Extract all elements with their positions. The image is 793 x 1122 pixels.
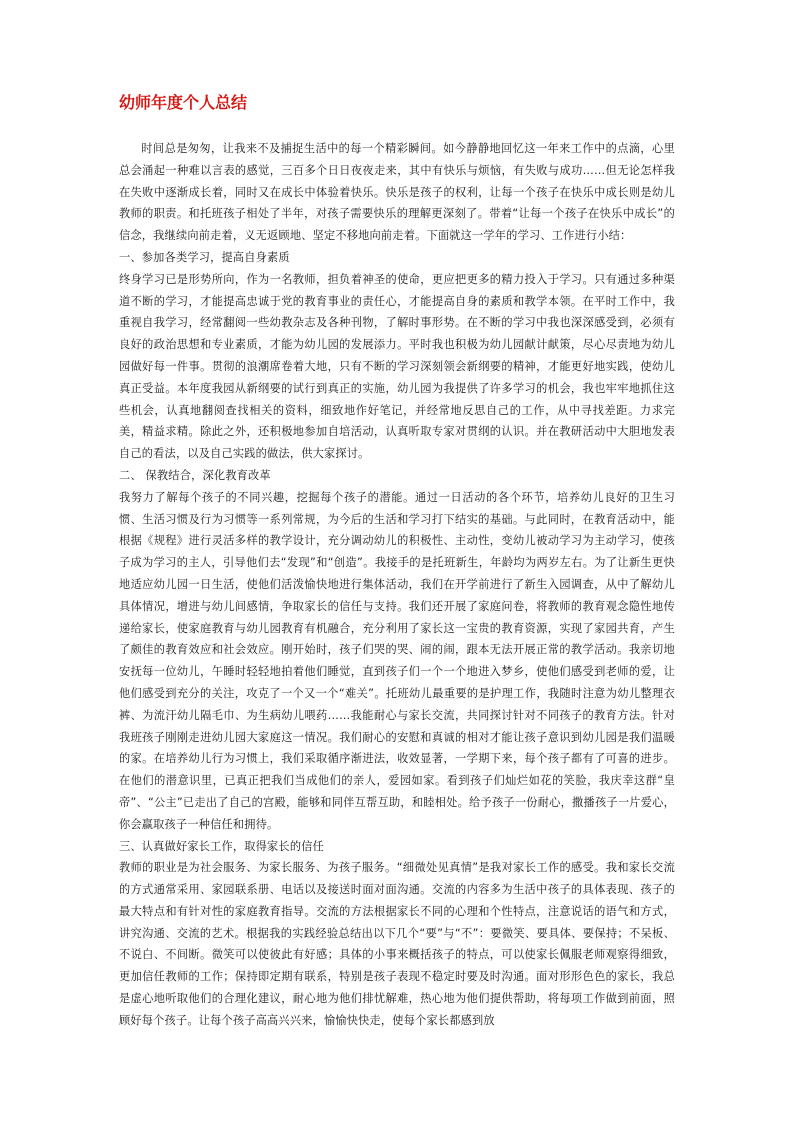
document-title: 幼师年度个人总结 bbox=[119, 93, 248, 112]
section3-paragraph: 教师的职业是为社会服务、为家长服务、为孩子服务。“细微处见真情”是我对家长工作的感受。我和家长交流的方式通常采用、家园联系册、电话以及接送时面对面沟通。交流的内容多为生活中孩子的具体表现、孩子的最大特点和有针对性的家庭教育指导。交流的方法根据家长不同的心理和个性特点，注意说话的语气和方式，讲究沟通、交流的艺术。根据我的实践经验总结出以下几个“要”与“不”：要微笑、要具体、要保持；不呆板、不说白、不间断。微笑可以使彼此有好感；具体的小事来概括孩子的特点，可以使家长佩服老师观察得细致，更加信任教师的工作；保持即定期有联系，特别是孩子表现不稳定时要及时沟通。面对形形色色的家长，我总是虚心地听取他们的合理化建议，耐心地为他们排忧解难，热心地为他们提供帮助，将每项工作做到前面，照顾好每个孩子。让每个孩子高高兴兴来，愉愉快快走，使每个家长都感到放 bbox=[119, 861, 675, 1027]
section1-paragraph: 终身学习已是形势所向，作为一名教师，担负着神圣的使命，更应把更多的精力投入于学习。只有通过多种渠道不断的学习，才能提高忠诚于党的教育事业的责任心，才能提高自身的素质和教学本领。在平时工作中，我重视自我学习，经常翻阅一些幼教杂志及各种刊物，了解时事形势。在不断的学习中我也深深感受到，必须有良好的政治思想和专业素质，才能为幼儿园的发展添力。平时我也积极为幼儿园献计献策，尽心尽责地为幼儿园做好每一件事。贯彻的浪潮席卷着大地，只有不断的学习深刻领会新纲要的精神，才能更好地实践，使幼儿真正受益。本年度我园从新纲要的试行到真正的实施，幼儿园为我提供了许多学习的机会，我也牢牢地抓住这些机会，认真地翻阅查找相关的资料，细致地作好笔记，并经常地反思自己的工作，从中寻找差距。力求完美，精益求精。除此之外，还积极地参加自培活动，认真听取专家对贯纲的认识。并在教研活动中大胆地发表自己的看法，以及自己实践的做法，供大家探讨。 bbox=[119, 272, 675, 461]
section3-heading: 三、认真做好家长工作，取得家长的信任 bbox=[119, 839, 324, 853]
section2-paragraph: 我努力了解每个孩子的不同兴趣，挖掘每个孩子的潜能。通过一日活动的各个环节，培养幼儿良好的卫生习惯、生活习惯及行为习惯等一系列常规，为今后的生活和学习打下结实的基础。与此同时，在教育活动中，能根据《规程》进行灵活多样的教学设计，充分调动幼儿的积极性、主动性，变幼儿被动学习为主动学习，使孩子成为学习的主人，引导他们去“发现”和“创造”。我接手的是托班新生，年龄均为两岁左右。为了让新生更快地适应幼儿园一日生活，使他们活泼愉快地进行集体活动，我们在开学前进行了新生入园调查，从中了解幼儿具体情况，增进与幼儿间感情，争取家长的信任与支持。我们还开展了家庭问卷，将教师的教育观念隐性地传递给家长，使家庭教育与幼儿园教育有机融合，充分利用了家长这一宝贵的教育资源，实现了家园共育，产生了颇佳的教育效应和社会效应。刚开始时，孩子们哭的哭、闹的闹，跟本无法开展正常的教学活动。我亲切地安抚每一位幼儿，午睡时轻轻地拍着他们睡觉，直到孩子们一个一个地进入梦乡，使他们感受到老师的爱，让他们感受到充分的关注，攻克了一个又一个“难关”。托班幼儿最重要的是护理工作，我随时注意为幼儿整理衣裤、为流汗幼儿隔毛巾、为生病幼儿喂药……我能耐心与家长交流，共同探讨针对不同孩子的教育方法。针对我班孩子刚刚走进幼儿园大家庭这一情况。我们耐心的安慰和真诚的相对才能让孩子意识到幼儿园是我们温暖的家。在培养幼儿行为习惯上，我们采取循序渐进法，收效显著，一学期下来，每个孩子都有了可喜的进步。在他们的潜意识里，已真正把我们当成他们的亲人，爱园如家。看到孩子们灿烂如花的笑脸，我庆幸这群“皇帝”、“公主”已走出了自己的宫殿，能够和同伴互帮互助，和睦相处。给予孩子一份耐心，撒播孩子一片爱心，你会赢取孩子一种信任和拥待。 bbox=[119, 490, 675, 831]
intro-paragraph: 时间总是匆匆，让我来不及捕捉生活中的每一个精彩瞬间。如今静静地回忆这一年来工作中的点滴，心里总会涌起一种难以言表的感觉，三百多个日日夜夜走来，其中有快乐与烦恼，有失败与成功……但无论怎样我在失败中逐渐成长着，同时又在成长中体验着快乐。快乐是孩子的权利，让每一个孩子在快乐中成长则是幼儿教师的职责。和托班孩子相处了半年，对孩子需要快乐的理解更深刻了。带着“让每一个孩子在快乐中成长”的信念，我继续向前走着，义无返顾地、坚定不移地向前走着。下面就这一学年的学习、工作进行小结： bbox=[119, 142, 675, 243]
section2-heading: 二、 保教结合，深化教育改革 bbox=[119, 468, 271, 482]
document-page bbox=[119, 92, 675, 1032]
section1-heading: 一、参加各类学习，提高自身素质 bbox=[119, 250, 290, 264]
